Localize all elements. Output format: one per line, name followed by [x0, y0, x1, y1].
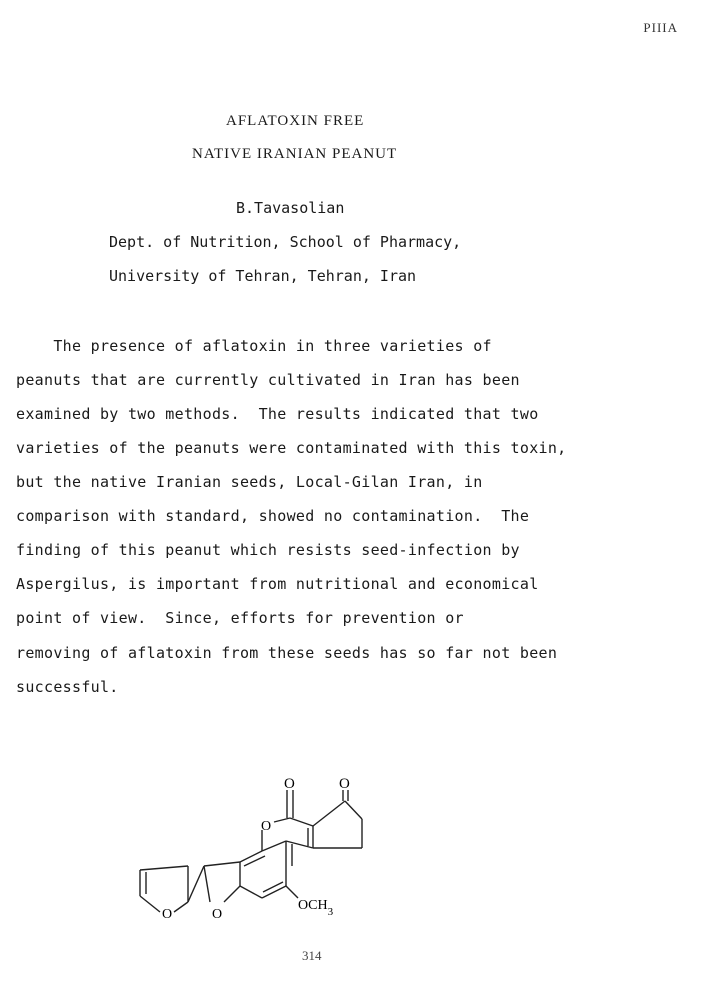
abstract-line: comparison with standard, showed no contamination. The: [16, 507, 530, 525]
abstract-line: Aspergilus, is important from nutritional and economical: [16, 575, 539, 593]
abstract-line: finding of this peanut which resists seed-infection by: [16, 541, 520, 559]
author-affiliation-2: University of Tehran, Tehran, Iran: [109, 267, 417, 285]
abstract-line: varieties of the peanuts were contaminated with this toxin,: [16, 439, 567, 457]
abstract-line: examined by two methods. The results indicated that two: [16, 405, 539, 423]
abstract-line: peanuts that are currently cultivated in Iran has been: [16, 371, 520, 389]
ring-oxygen-label: O: [162, 907, 173, 922]
page-number: 314: [302, 948, 322, 963]
abstract-line: removing of aflatoxin from these seeds has so far not been: [16, 644, 558, 662]
author-affiliation-1: Dept. of Nutrition, School of Pharmacy,: [109, 233, 462, 251]
ring-oxygen-label: O: [261, 819, 272, 834]
aflatoxin-structure: [126, 770, 386, 930]
page-code: PIIIA: [643, 20, 678, 35]
methoxy-label: $OCH_3$: [298, 898, 334, 918]
abstract-line: successful.: [16, 678, 119, 696]
ring-oxygen-label: O: [212, 907, 223, 922]
title-line-2: NATIVE IRANIAN PEANUT: [192, 146, 398, 162]
title-line-1: AFLATOXIN FREE: [226, 113, 365, 129]
abstract-line: but the native Iranian seeds, Local-Gilan Iran, in: [16, 473, 483, 491]
abstract-line: point of view. Since, efforts for prevention or: [16, 609, 464, 627]
carbonyl-oxygen-label: O: [339, 776, 350, 792]
abstract-line: The presence of aflatoxin in three varieties of: [16, 337, 492, 355]
carbonyl-oxygen-label: O: [284, 776, 295, 792]
author-name: B.Tavasolian: [236, 199, 345, 217]
